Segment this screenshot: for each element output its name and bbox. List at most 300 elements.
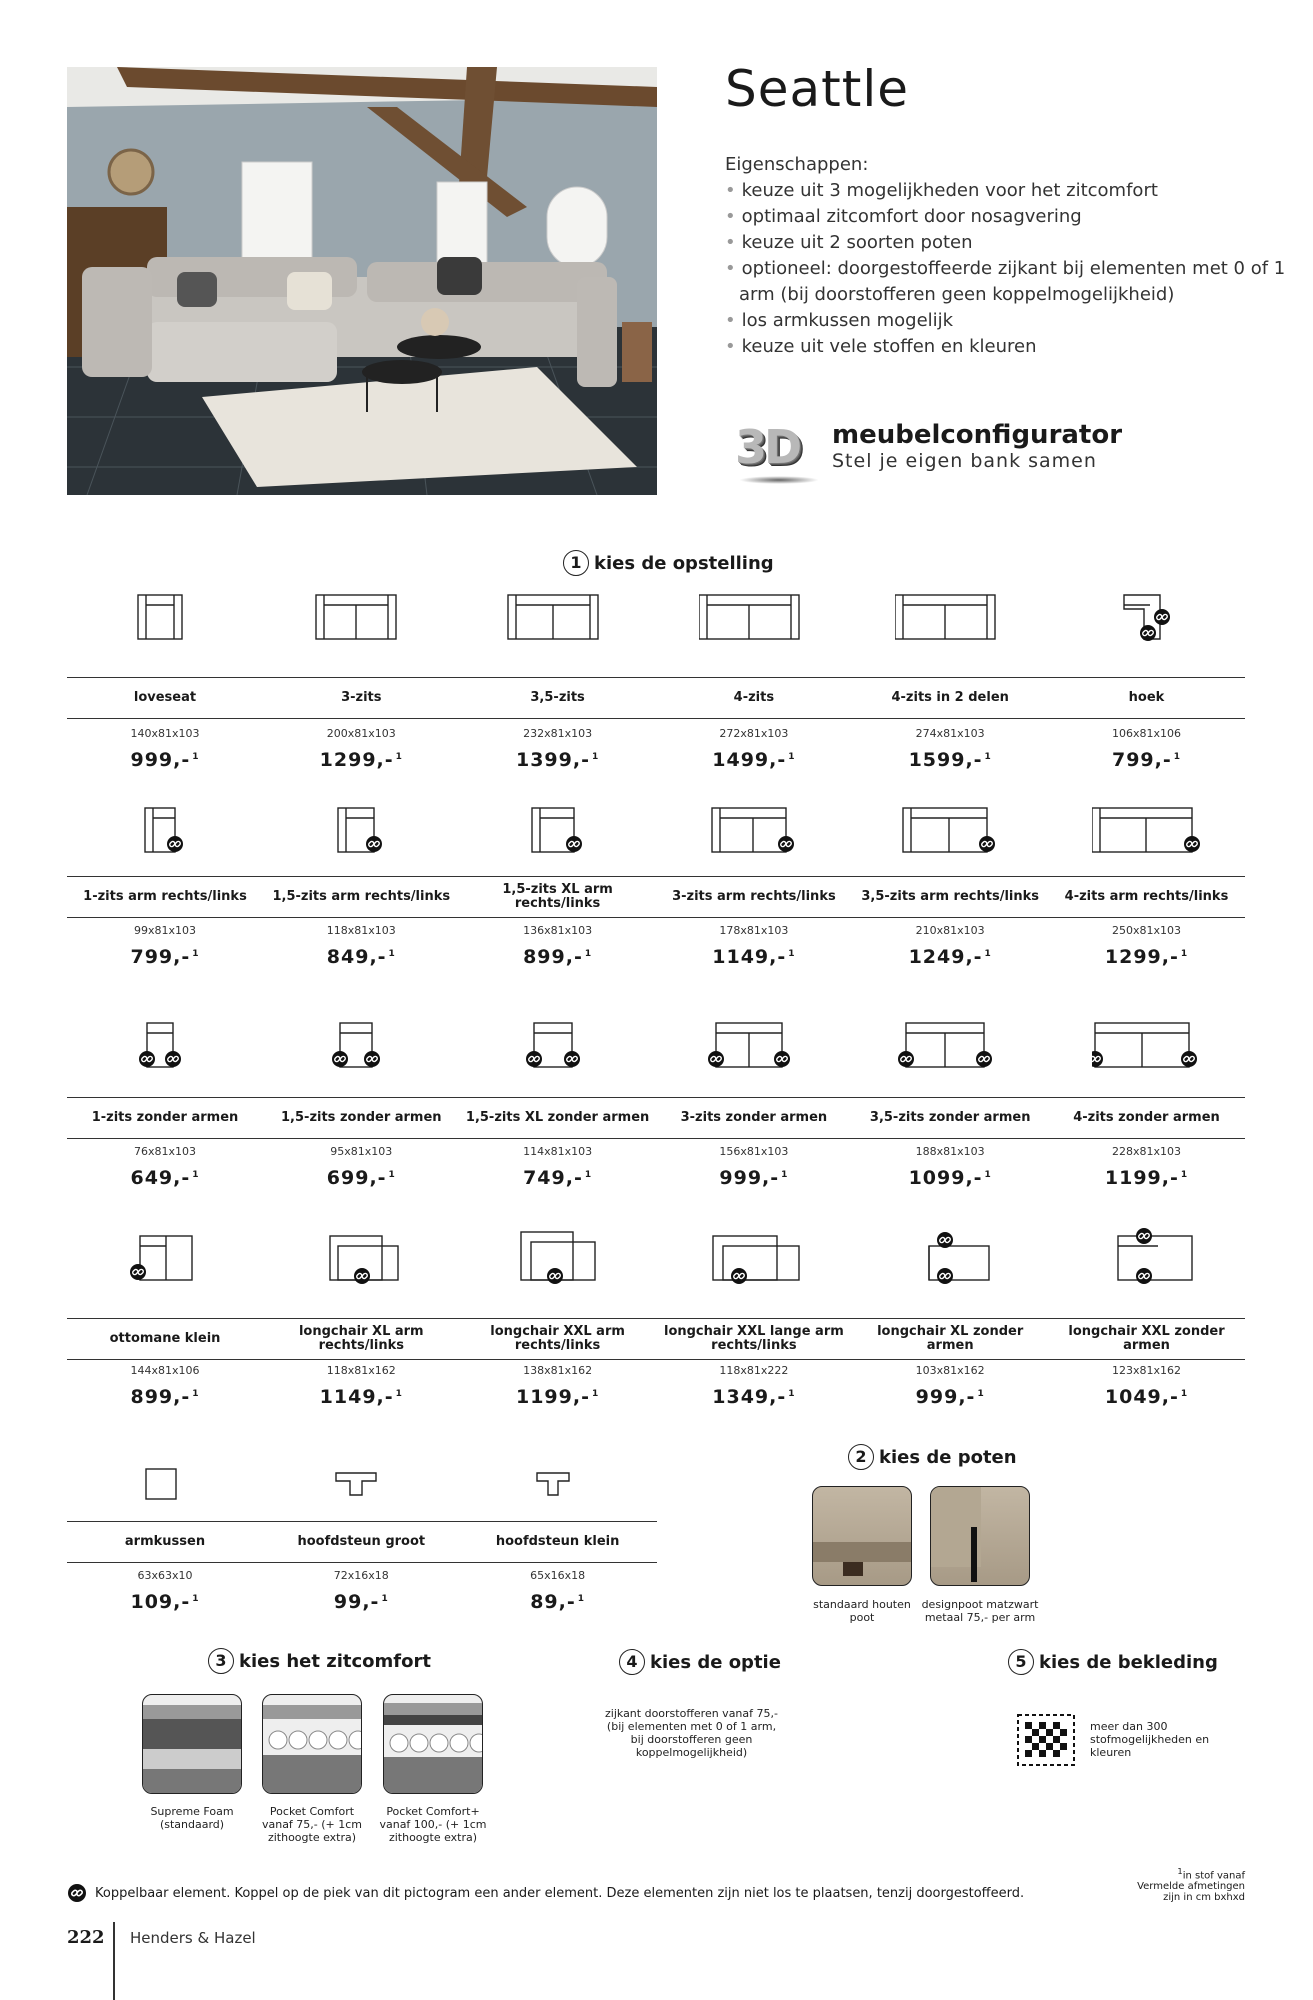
price-value: 109,- [130,1591,191,1613]
price-footnote-mark: 1 [395,751,403,762]
element-price [263,1591,459,1613]
link-icon [731,1268,747,1284]
price-value: 1499,- [712,749,787,771]
configurator-title: meubelconfigurator [832,420,1123,450]
element-diagram-icon [699,800,809,860]
property-item: • keuze uit vele stoffen en kleuren [725,334,1313,360]
element-price [67,1591,263,1613]
fabric-text: meer dan 300 stofmogelijkheden en kleuren [1090,1720,1210,1759]
element-dimensions: 76x81x103 [133,1145,196,1158]
step-number: 1 [563,550,589,576]
link-icon [898,1051,914,1067]
element-diagram-icon [503,587,613,647]
comfort-foam-label: Supreme Foam (standaard) [150,1805,234,1831]
element-diagram-icon [306,1015,416,1075]
element-dimensions: 65x16x18 [530,1569,586,1582]
step-label: kies het zitcomfort [239,1650,431,1672]
element-diagram-icon [503,1228,613,1288]
element-diagram-icon [110,587,220,647]
link-icon [1092,1051,1103,1067]
element-name [852,1097,1048,1139]
element-diagram-icon [110,1228,220,1288]
step-1-heading [563,550,774,576]
link-icon [1140,625,1156,641]
price-value: 89,- [530,1591,576,1613]
element-diagram-icon [1092,1228,1202,1288]
element-name [852,1318,1048,1360]
element-dimensions: 106x81x106 [1111,727,1181,740]
price-value: 699,- [326,1167,387,1189]
element-cell[interactable] [263,1015,459,1189]
step-label: kies de bekleding [1039,1651,1218,1673]
configurator-banner[interactable] [735,420,1123,490]
price-footnote-mark: 1 [984,751,992,762]
element-diagram-icon [110,1015,220,1075]
link-icon [67,1883,87,1903]
link-icon [566,836,582,852]
element-cell[interactable] [852,800,1048,968]
element-name-text: 4-zits in 2 delen [891,690,1009,705]
legend-text: Koppelbaar element. Koppel op de piek van dit pictogram een ander element. Deze elementen zijn niet los te plaatsen, tenzij doorgestoffeerd. [95,1885,1025,1901]
link-icon [165,1051,181,1067]
property-item: • optioneel: doorgestoffeerde zijkant bij elementen met 0 of 1 arm (bij doorstofferen geen koppelmogelijkheid) [725,256,1313,308]
element-cell[interactable] [460,1228,656,1408]
element-price [656,749,852,771]
element-name-text: 1,5-zits arm rechts/links [272,889,451,904]
price-value: 1599,- [908,749,983,771]
element-cell[interactable] [852,1015,1048,1189]
link-icon [1181,1051,1197,1067]
element-cell[interactable] [656,1228,852,1408]
element-dimensions: 99x81x103 [133,924,196,937]
element-name-text: 3,5-zits [530,690,585,705]
link-icon [1136,1228,1152,1244]
link-icon [130,1264,146,1280]
element-dimensions: 118x81x103 [326,924,396,937]
element-diagram-icon [895,800,1005,860]
element-name-text: 3-zits arm rechts/links [672,889,836,904]
footnote-text: in stof vanaf [1182,1870,1245,1882]
element-dimensions: 232x81x103 [523,727,593,740]
price-value: 1099,- [908,1167,983,1189]
element-name [1049,1097,1245,1139]
element-name-text: ottomane klein [109,1331,221,1346]
element-dimensions: 123x81x162 [1111,1364,1181,1377]
element-dimensions: 228x81x103 [1111,1145,1181,1158]
price-footnote-mark: 1 [984,948,992,959]
link-icon [1154,609,1170,625]
comfort-foam-image[interactable] [142,1694,242,1794]
link-icon [774,1051,790,1067]
element-price [67,946,263,968]
link-icon [1184,836,1200,852]
price-value: 999,- [719,1167,780,1189]
property-item: • keuze uit 3 mogelijkheden voor het zitcomfort [725,178,1313,204]
element-dimensions: 118x81x222 [719,1364,789,1377]
element-price [852,1167,1048,1189]
element-name-text: hoek [1128,690,1165,705]
configurator-subtitle: Stel je eigen bank samen [832,450,1097,472]
step-label: kies de poten [879,1446,1017,1468]
element-diagram-icon [306,1228,416,1288]
properties-heading: Eigenschappen: [725,154,869,175]
element-name [1049,876,1245,918]
element-cell[interactable] [460,1455,656,1613]
element-cell[interactable] [852,587,1048,771]
element-name-text: 1,5-zits zonder armen [281,1110,442,1125]
link-icon [708,1051,724,1067]
price-value: 849,- [326,946,387,968]
price-footnote-mark: 1 [1173,751,1182,762]
element-cell[interactable] [460,800,656,968]
element-name [1049,1318,1245,1360]
price-value: 1199,- [515,1386,590,1408]
element-diagram-icon [699,1228,809,1288]
element-name [460,677,656,719]
element-price [263,1386,459,1408]
price-value: 1399,- [515,749,590,771]
link-icon [364,1051,380,1067]
footnote-right [1137,1866,1245,1903]
link-icon [976,1051,992,1067]
leg-wood-image[interactable] [812,1486,912,1586]
element-cell[interactable] [1049,587,1245,771]
link-icon [937,1232,953,1248]
brand-name: Henders & Hazel [130,1929,256,1947]
price-value: 999,- [915,1386,976,1408]
price-value: 899,- [130,1386,191,1408]
element-diagram-icon [110,1455,220,1515]
price-value: 649,- [130,1167,191,1189]
element-diagram-icon [1092,587,1202,647]
price-footnote-mark: 1 [788,1388,796,1399]
price-value: 749,- [523,1167,583,1189]
element-name-text: longchair XL arm rechts/links [298,1324,424,1353]
element-cell[interactable] [263,1455,459,1613]
price-footnote-mark: 1 [192,1169,200,1180]
element-name [656,1318,852,1360]
element-diagram-icon [1092,1015,1202,1075]
link-icon [167,836,183,852]
element-name [656,677,852,719]
price-value: 999,- [130,749,191,771]
element-dimensions: 138x81x162 [523,1364,593,1377]
price-value: 1149,- [319,1386,394,1408]
element-diagram-icon [503,1455,613,1515]
element-name [460,876,656,918]
element-dimensions: 156x81x103 [719,1145,789,1158]
link-icon [564,1051,580,1067]
price-value: 99,- [333,1591,380,1613]
property-item: • los armkussen mogelijk [725,308,1313,334]
price-footnote-mark: 1 [192,751,200,762]
element-name-text: 4-zits zonder armen [1073,1110,1220,1125]
element-dimensions: 272x81x103 [719,727,789,740]
element-diagram-icon [895,1015,1005,1075]
element-name [460,1318,656,1360]
link-icon [547,1268,563,1284]
price-footnote-mark: 1 [192,1388,200,1399]
price-footnote-mark: 1 [977,1388,985,1399]
element-diagram-icon [895,587,1005,647]
leg-metal-image[interactable] [930,1486,1030,1586]
element-price [1049,1386,1245,1408]
price-value: 1199,- [1104,1167,1179,1189]
element-dimensions: 103x81x162 [915,1364,985,1377]
element-diagram-icon [306,800,416,860]
element-dimensions: 178x81x103 [719,924,789,937]
element-price [656,1386,852,1408]
element-dimensions: 63x63x10 [137,1569,193,1582]
element-price [67,749,263,771]
element-dimensions: 95x81x103 [330,1145,393,1158]
element-dimensions: 72x16x18 [333,1569,389,1582]
element-price [263,946,459,968]
element-name-text: 1,5-zits XL zonder armen [465,1110,650,1125]
footnote-line: zijn in cm bxhxd [1163,1892,1245,1904]
price-value: 1299,- [1104,946,1179,968]
element-name [460,1097,656,1139]
element-price [1049,946,1245,968]
element-price [852,749,1048,771]
leg-wood-label: standaard houten poot [813,1598,911,1624]
element-diagram-icon [699,587,809,647]
element-price [1049,1167,1245,1189]
element-name-text: 3,5-zits zonder armen [869,1110,1031,1125]
leg-metal-label: designpoot matzwart metaal 75,- per arm [921,1598,1039,1624]
element-cell[interactable] [263,800,459,968]
element-name [656,1097,852,1139]
element-name [263,1521,459,1563]
element-cell[interactable] [656,1015,852,1189]
step-2-heading [848,1444,1017,1470]
link-icon [354,1268,370,1284]
link-icon [778,836,794,852]
price-footnote-mark: 1 [192,1593,200,1604]
price-value: 1299,- [319,749,394,771]
price-footnote-mark: 1 [591,1388,600,1399]
element-dimensions: 118x81x162 [326,1364,396,1377]
element-name [460,1521,656,1563]
element-name [67,677,263,719]
element-dimensions: 200x81x103 [326,727,396,740]
element-cell[interactable] [263,1228,459,1408]
price-footnote-mark: 1 [192,948,200,959]
element-name-text: 4-zits [733,690,775,705]
link-icon [1136,1268,1152,1284]
comfort-pocket-label: Pocket Comfort vanaf 75,- (+ 1cm zithoogte extra) [261,1805,363,1844]
price-footnote-mark: 1 [781,1169,789,1180]
link-icon [937,1268,953,1284]
comfort-pocket-plus-label: Pocket Comfort+ vanaf 100,- (+ 1cm zithoogte extra) [379,1805,487,1844]
element-name-text: 3,5-zits arm rechts/links [861,889,1039,904]
element-diagram-icon [1092,800,1202,860]
price-footnote-mark: 1 [1180,948,1189,959]
element-cell[interactable] [263,587,459,771]
element-name [67,876,263,918]
element-price [1049,749,1245,771]
element-name [263,1318,459,1360]
link-icon [332,1051,348,1067]
price-footnote-mark: 1 [577,1593,585,1604]
element-name [67,1318,263,1360]
element-price [460,1386,656,1408]
element-diagram-icon [503,1015,613,1075]
step-5-heading [1008,1649,1218,1675]
price-footnote-mark: 1 [584,1169,593,1180]
element-diagram-icon [503,800,613,860]
element-name [852,876,1048,918]
element-name-text: 1-zits zonder armen [91,1110,239,1125]
element-cell[interactable] [67,587,263,771]
element-diagram-icon [306,1455,416,1515]
element-name [67,1097,263,1139]
element-dimensions: 250x81x103 [1111,924,1181,937]
price-footnote-mark: 1 [984,1169,992,1180]
element-cell[interactable] [656,587,852,771]
element-dimensions: 136x81x103 [523,924,593,937]
element-cell[interactable] [460,1015,656,1189]
configurator-3d-logo: 3D [735,420,800,474]
element-name-text: armkussen [124,1534,206,1549]
step-4-heading [619,1649,781,1675]
footnote-line [1137,1866,1245,1881]
element-diagram-icon [699,1015,809,1075]
property-item: • optimaal zitcomfort door nosagvering [725,204,1313,230]
option-text: zijkant doorstofferen vanaf 75,- (bij elementen met 0 of 1 arm, bij doorstofferen geen koppelmogelijkheid) [605,1707,778,1759]
step-label: kies de opstelling [594,552,774,574]
element-dimensions: 144x81x106 [130,1364,200,1377]
element-name-text: hoofdsteun klein [495,1534,620,1549]
element-name [1049,677,1245,719]
fabric-swatch-icon [1015,1712,1077,1772]
element-price [460,1591,656,1613]
step-number: 2 [848,1444,874,1470]
price-value: 1349,- [712,1386,787,1408]
element-name-text: longchair XXL lange arm rechts/links [663,1324,844,1353]
price-footnote-mark: 1 [388,948,396,959]
element-name [852,677,1048,719]
step-number: 5 [1008,1649,1034,1675]
element-price [263,749,459,771]
element-name [67,1521,263,1563]
price-value: 1049,- [1104,1386,1179,1408]
element-price [263,1167,459,1189]
footnote-line: Vermelde afmetingen [1137,1881,1245,1893]
element-name-text: longchair XXL zonder armen [1068,1324,1225,1353]
link-icon [366,836,382,852]
comfort-pocket-image[interactable] [262,1694,362,1794]
element-price [852,946,1048,968]
element-name [656,876,852,918]
price-footnote-mark: 1 [388,1169,396,1180]
element-cell[interactable] [852,1228,1048,1408]
element-dimensions: 210x81x103 [915,924,985,937]
element-dimensions: 140x81x103 [130,727,200,740]
step-number: 3 [208,1648,234,1674]
element-price [67,1386,263,1408]
element-cell[interactable] [1049,1015,1245,1189]
element-dimensions: 274x81x103 [915,727,985,740]
price-footnote-mark: 1 [788,751,796,762]
element-cell[interactable] [1049,1228,1245,1408]
link-icon [979,836,995,852]
element-dimensions: 114x81x103 [523,1145,593,1158]
element-price [460,1167,656,1189]
page-number: 222 [67,1927,105,1948]
step-3-heading [208,1648,431,1674]
step-label: kies de optie [650,1651,781,1673]
comfort-pocket-plus-image[interactable] [383,1694,483,1794]
element-price [656,946,852,968]
price-footnote-mark: 1 [1180,1388,1189,1399]
element-dimensions: 188x81x103 [915,1145,985,1158]
element-cell[interactable] [67,1228,263,1408]
element-name-text: 1-zits arm rechts/links [83,889,247,904]
element-name-text: hoofdsteun groot [297,1534,426,1549]
link-icon [526,1051,542,1067]
price-footnote-mark: 1 [591,751,600,762]
element-price [67,1167,263,1189]
properties-block [725,152,1313,360]
price-value: 899,- [523,946,583,968]
price-value: 1249,- [908,946,983,968]
link-legend [67,1883,1024,1903]
element-diagram-icon [306,587,416,647]
element-cell[interactable] [67,1015,263,1189]
price-value: 1149,- [712,946,787,968]
element-price [852,1386,1048,1408]
link-icon [139,1051,155,1067]
logo-shadow [739,476,819,484]
product-photo [67,67,657,495]
element-name [263,876,459,918]
element-name-text: 4-zits arm rechts/links [1064,889,1229,904]
price-footnote-mark: 1 [584,948,593,959]
footnote-mark: 1 [1177,1866,1183,1876]
element-name-text: loveseat [133,690,197,705]
element-cell[interactable] [67,1455,263,1613]
price-footnote-mark: 1 [395,1388,403,1399]
element-cell[interactable] [1049,800,1245,968]
product-title: Seattle [725,60,910,118]
element-price [460,946,656,968]
element-name-text: 1,5-zits XL arm rechts/links [502,882,613,911]
properties-list [725,178,1313,360]
page-divider [113,1922,115,2000]
element-cell[interactable] [67,800,263,968]
element-name-text: longchair XL zonder armen [877,1324,1024,1353]
element-name [263,1097,459,1139]
element-diagram-icon [895,1228,1005,1288]
price-footnote-mark: 1 [381,1593,389,1604]
element-name-text: longchair XXL arm rechts/links [490,1324,625,1353]
element-name-text: 3-zits [341,690,382,705]
price-value: 799,- [1111,749,1172,771]
element-name [263,677,459,719]
element-diagram-icon [110,800,220,860]
element-cell[interactable] [656,800,852,968]
element-name-text: 3-zits zonder armen [680,1110,828,1125]
element-price [656,1167,852,1189]
price-footnote-mark: 1 [788,948,796,959]
price-value: 799,- [130,946,191,968]
price-footnote-mark: 1 [1180,1169,1189,1180]
element-cell[interactable] [460,587,656,771]
step-number: 4 [619,1649,645,1675]
property-item: • keuze uit 2 soorten poten [725,230,1313,256]
element-price [460,749,656,771]
